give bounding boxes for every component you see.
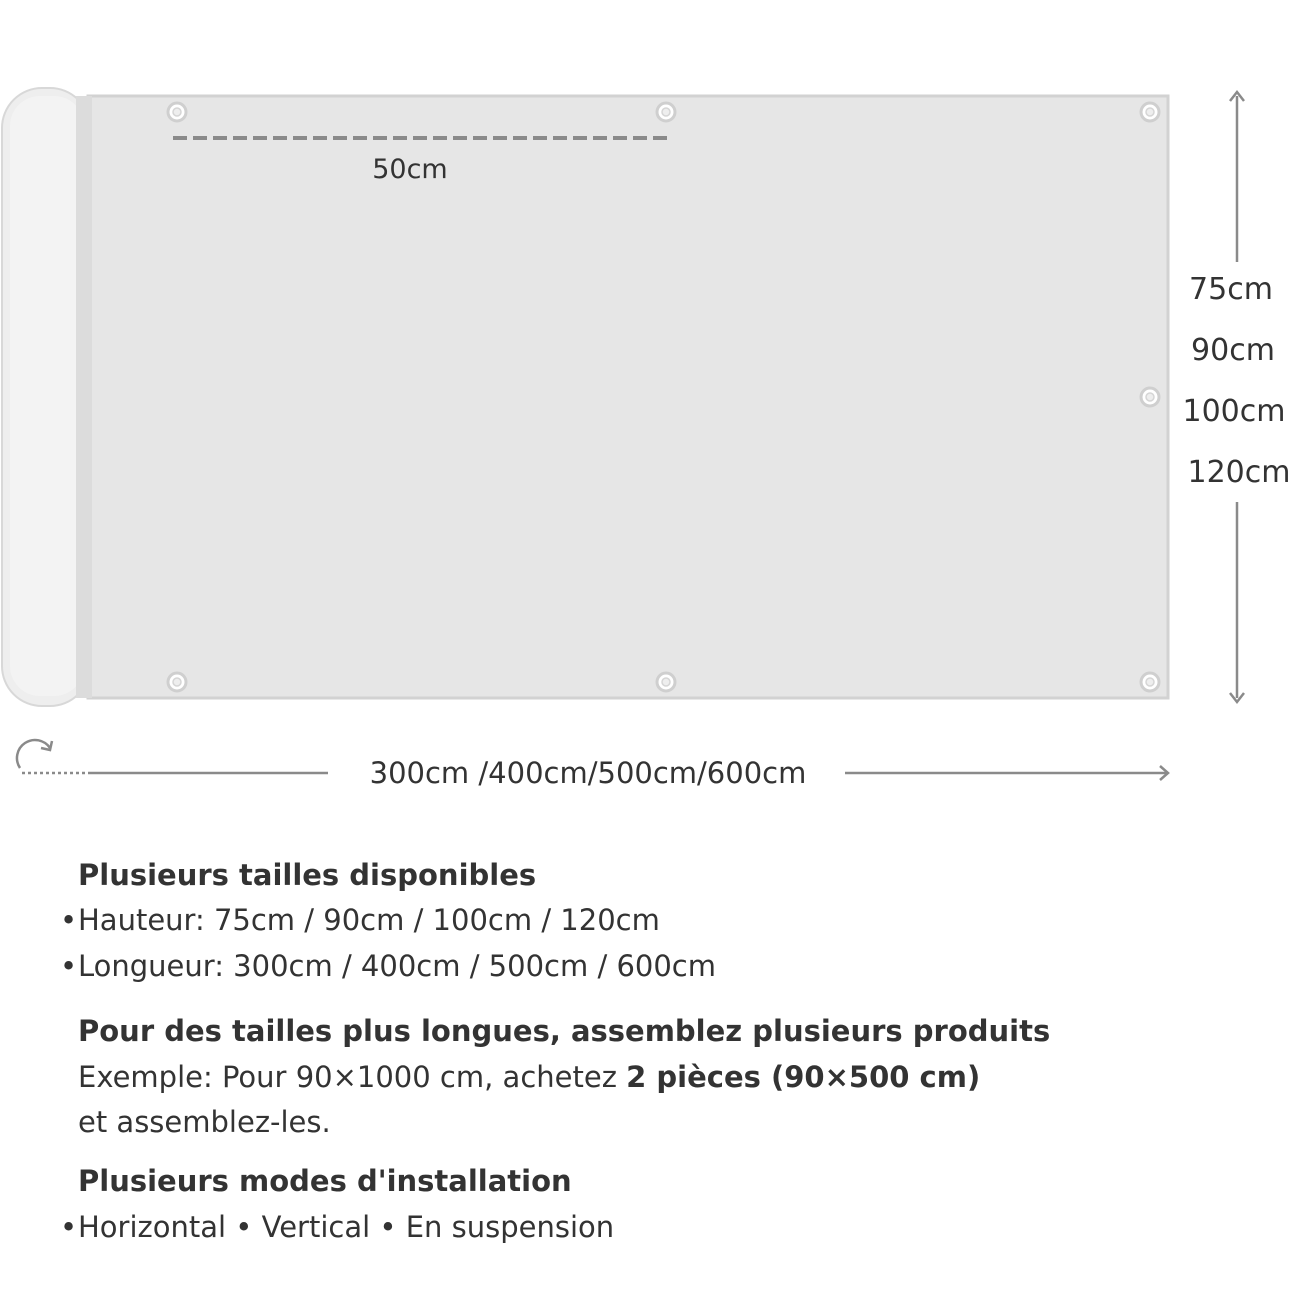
height-sizes-item [60, 903, 660, 937]
height-option-90: 90cm [1191, 333, 1275, 368]
height-option-75: 75cm [1189, 272, 1273, 307]
bullet: • [60, 1210, 78, 1244]
assembly-heading: Pour des tailles plus longues, assemblez plusieurs produits [78, 1014, 1051, 1048]
example-bold: 2 pièces (90×500 cm) [626, 1060, 981, 1094]
grommet-icon [657, 673, 675, 691]
grommet-icon [657, 103, 675, 121]
bullet: • [379, 1210, 397, 1244]
height-option-100: 100cm [1182, 394, 1286, 429]
install-heading: Plusieurs modes d'installation [78, 1164, 572, 1198]
roll-icon [2, 88, 92, 706]
height-sizes-text: Hauteur: 75cm / 90cm / 100cm / 120cm [78, 903, 660, 937]
length-sizes-item [60, 949, 716, 983]
grommet-icon [1141, 103, 1159, 121]
install-mode-horizontal: Horizontal [78, 1210, 227, 1244]
grommet-spacing-label: 50cm [372, 154, 448, 185]
grommet-icon [1141, 388, 1159, 406]
grommet-icon [168, 103, 186, 121]
bullet: • [60, 949, 78, 983]
install-modes [60, 1210, 614, 1244]
rotate-arrow-icon [17, 740, 88, 773]
grommet-icon [168, 673, 186, 691]
height-option-120: 120cm [1187, 455, 1291, 490]
grommet-icon [1141, 673, 1159, 691]
screen-panel [88, 96, 1168, 698]
bullet: • [235, 1210, 253, 1244]
install-mode-vertical: Vertical [261, 1210, 371, 1244]
length-sizes-text: Longueur: 300cm / 400cm / 500cm / 600cm [78, 949, 716, 983]
install-mode-suspension: En suspension [405, 1210, 615, 1244]
assembly-example [78, 1060, 980, 1094]
bullet: • [60, 903, 78, 937]
length-options-label: 300cm /400cm/500cm/600cm [369, 756, 807, 790]
example-suffix: et assemblez-les. [78, 1105, 331, 1139]
sizes-heading: Plusieurs tailles disponibles [78, 858, 537, 892]
example-prefix: Exemple: Pour 90×1000 cm, achetez [78, 1060, 627, 1094]
